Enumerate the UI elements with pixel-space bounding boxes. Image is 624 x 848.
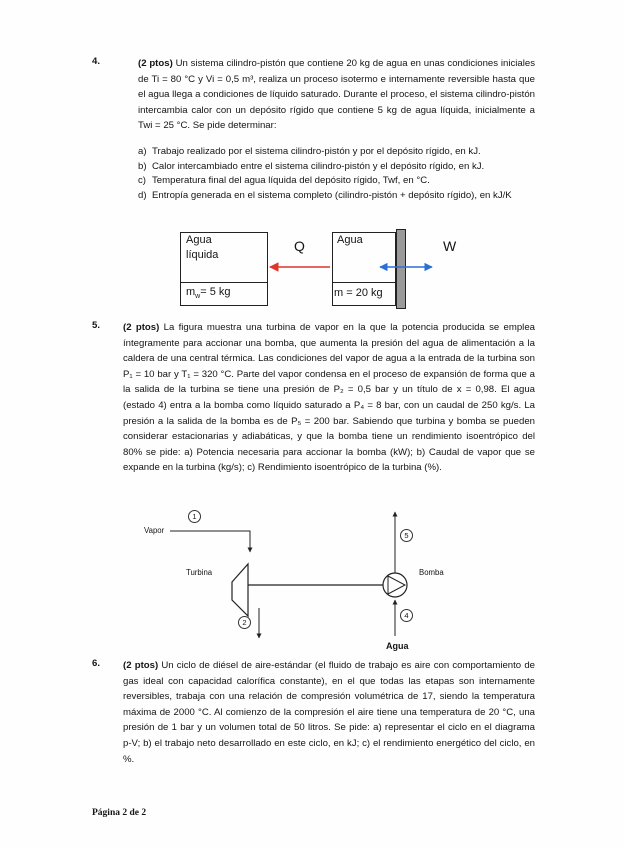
turbine-label: Turbina — [186, 568, 213, 577]
q4-item-c: c) Temperatura final del agua líquida del depósito rígido, Twf, en °C. — [138, 175, 430, 187]
page-footer: Página 2 de 2 — [92, 808, 147, 818]
cylinder-label: Agua — [337, 234, 363, 246]
vapor-label: Vapor — [144, 526, 165, 535]
turbine-symbol — [232, 564, 248, 616]
state-4-marker: 4 — [400, 609, 413, 622]
q4-item-d: d) Entropía generada en el sistema completo (cilindro-pistón + depósito rígido), en kJ/K — [138, 189, 512, 201]
tank-mass: $m_w= 5$ kg — [186, 286, 231, 301]
q4-number: 4. — [92, 56, 101, 67]
q5-points: (2 ptos) — [123, 322, 160, 333]
pump-symbol — [383, 573, 407, 597]
pump-label: Bomba — [419, 568, 444, 577]
q4-text: Un sistema cilindro-pistón que contiene 20 kg de agua en unas condiciones iniciales de Ti = 80 °C y Vi = 0,5 m³, realiza un proceso isotermo e internamente reversible hasta que el agua llega a condiciones de líquido saturado. Durante el proceso, el sistema cilindro-pistón intercambia calor con un depósito rígido que contiene 5 kg de agua líquida, inicialmente a Twi = 25 °C. Se pide determinar: — [138, 58, 535, 132]
q5-text: La figura muestra una turbina de vapor en la que la potencia producida se emplea íntegramente para accionar una bomba, que aumenta la presión del agua de alimentación a la caldera de una central térmica. Las condiciones del vapor de agua a la entrada de la turbina son P₁ = 10 bar y T₁ = 320 °C. Parte del vapor condensa en el proceso de expansión de forma que a la salida de la turbina se tiene una presión de P₂ = 0,5 bar y un título de x = 0,98. El agua (estado 4) entra a la bomba como líquido saturado a P₄ = 8 bar, con un caudal de 250 kg/s. La presión a la salida de la bomba es de P₅ = 200 bar. Sabiendo que turbina y bomba se pueden considerar estacionarias y adiabáticas, y que la bomba tiene un rendimiento isoentrópico del 80% se pide: a) Potencia necesaria para accionar la bomba (kW); b) Caudal de vapor que se expande en la turbina (kg/s); c) Rendimiento isoentrópico de la turbina (%). — [123, 322, 535, 474]
work-label: W — [443, 238, 457, 254]
q4-item-b: b) Calor intercambiado entre el sistema cilindro-pistón y el depósito rígido, en kJ. — [138, 160, 485, 172]
q6-points: (2 ptos) — [123, 660, 159, 671]
q6-statement — [123, 658, 535, 767]
heat-label: Q — [294, 238, 305, 254]
tank-label-1: Agua — [186, 234, 212, 246]
q6-number: 6. — [92, 658, 101, 669]
q6-text: Un ciclo de diésel de aire-estándar (el fluido de trabajo es aire con comportamiento de gas ideal con capacidad calorífica constante), en el que todas las etapas son internamente reversibles, trabaja con una relación de compresión volumétrica de 17, siendo la temperatura máxima de 2000 °C. Al comienzo de la compresión el aire tiene una temperatura de 20 °C, una presión de 1 bar y un volumen total de 50 litros. Se pide: a) representar el ciclo en el diagrama p-V; b) el trabajo neto desarrollado en este ciclo, en kJ; c) el rendimiento energético del ciclo, en %. — [123, 660, 535, 765]
steam-inlet-line — [170, 531, 250, 552]
q5-number: 5. — [92, 320, 101, 331]
state-1-marker: 1 — [188, 510, 201, 523]
tank-label-2: líquida — [186, 249, 219, 261]
cylinder-mass: m = 20 kg — [334, 287, 383, 299]
q4-points: (2 ptos) — [138, 58, 173, 69]
state-5-marker: 5 — [400, 529, 413, 542]
state-2-marker: 2 — [238, 616, 251, 629]
q4-item-a: a) Trabajo realizado por el sistema cilindro-pistón y por el depósito rígido, en kJ. — [138, 146, 481, 157]
water-label: Agua — [386, 641, 409, 651]
